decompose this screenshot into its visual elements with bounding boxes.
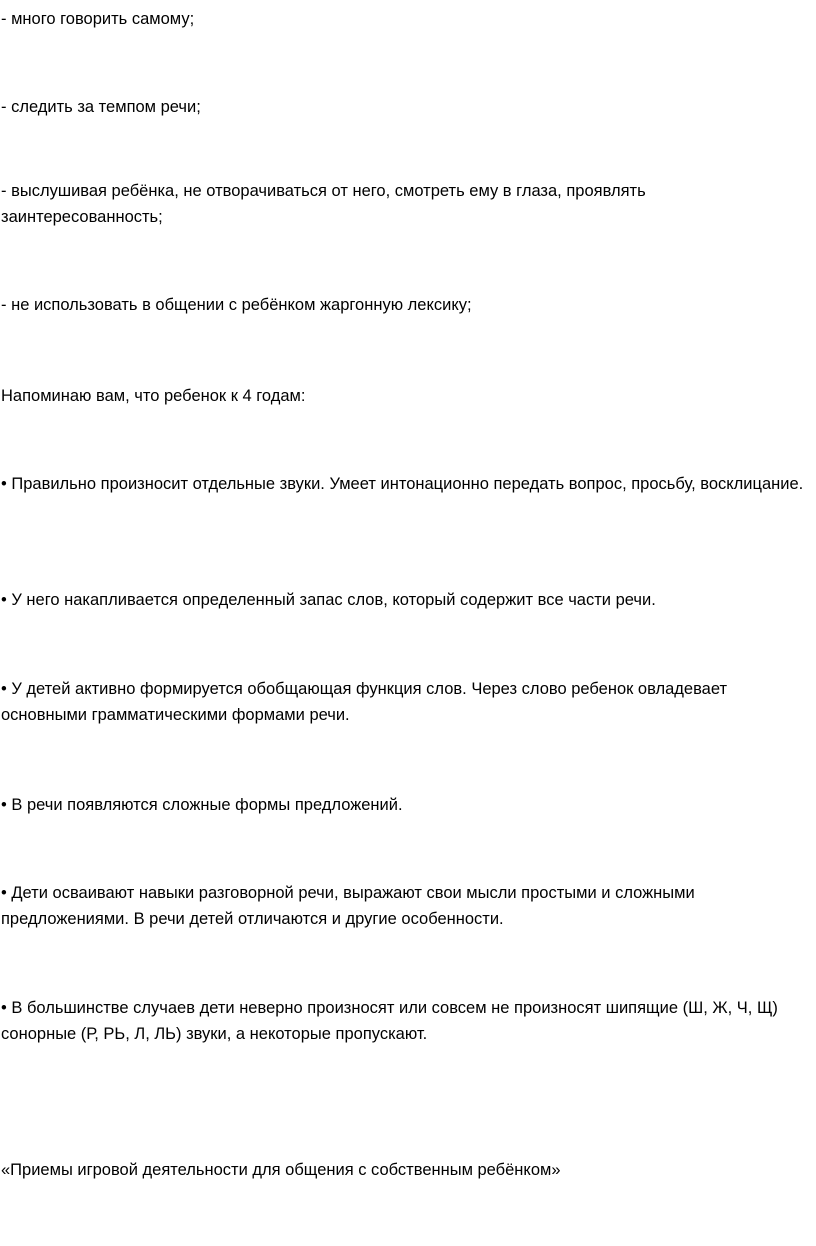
paragraph-speak-more: - много говорить самому;: [1, 10, 195, 28]
section-title-game-techniques: «Приемы игровой деятельности для общения с собственным ребёнком»: [1, 1161, 561, 1179]
paragraph-speech-tempo: - следить за темпом речи;: [1, 98, 201, 116]
bullet-generalizing-function: • У детей активно формируется обобщающая функция слов. Через слово ребенок овладевает основными грамматическими формами речи.: [1, 680, 728, 724]
bullet-sounds: • Правильно произносит отдельные звуки. Умеет интонационно передать вопрос, просьбу, восклицание.: [1, 475, 804, 493]
bullet-sound-pronunciation: • В большинстве случаев дети неверно произносят или совсем не произносят шипящие (Ш, Ж, Ч, Щ) сонорные (Р, РЬ, Л, ЛЬ) звуки, а некоторые пропускают.: [1, 999, 778, 1043]
paragraph-no-jargon: - не использовать в общении с ребёнком жаргонную лексику;: [1, 296, 472, 314]
paragraph-reminder-heading: Напоминаю вам, что ребенок к 4 годам:: [1, 387, 306, 405]
bullet-vocabulary: • У него накапливается определенный запас слов, который содержит все части речи.: [1, 591, 656, 609]
bullet-complex-sentences: • В речи появляются сложные формы предложений.: [1, 796, 403, 814]
paragraph-listen-child: - выслушивая ребёнка, не отворачиваться от него, смотреть ему в глаза, проявлять заинтересованность;: [1, 182, 646, 226]
bullet-conversational-speech: • Дети осваивают навыки разговорной речи, выражают свои мысли простыми и сложными предложениями. В речи детей отличаются и другие особенности.: [1, 884, 695, 928]
